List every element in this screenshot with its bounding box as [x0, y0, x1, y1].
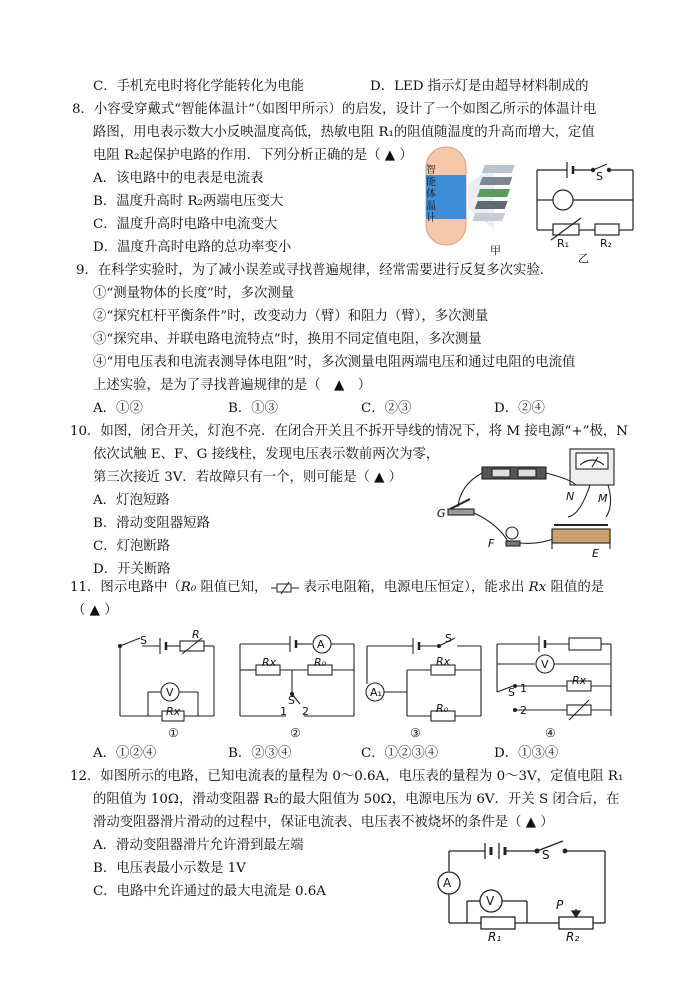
q11-c2-ammeter: A [317, 638, 325, 651]
q10-terminal-e: E [592, 547, 599, 560]
q11-c4-rx: Rx [572, 674, 587, 687]
q12-switch-label: S [542, 848, 550, 862]
q11-stem-part4: 阻值的是 [546, 580, 605, 595]
q10-option-d: D．开关断路 [93, 562, 171, 577]
q11-caption-1: ① [168, 726, 179, 740]
q11-option-a: A．①②④ [93, 746, 157, 761]
q11-stem-part3: 表示电阻箱，电源电压恒定），能求出 [303, 580, 529, 595]
resistor-box-icon [271, 582, 299, 594]
q11-circuit-3 [365, 634, 485, 724]
q12-option-a: A．滑动变阻器滑片允许滑到最左端 [93, 838, 304, 853]
q11-c1-rx: Rx [166, 705, 181, 718]
q8-figure-yi-caption: 乙 [578, 252, 589, 265]
q9-item-4: ④“用电压表和电流表测导体电阻”时，多次测量电阻两端电压和通过电阻的电流值 [93, 355, 576, 370]
q9-option-b: B．①③ [228, 401, 279, 416]
q9-stem: 9．在科学实验时，为了减小误差或寻找普遍规律，经常需要进行反复多次实验． [76, 263, 554, 278]
q10-terminal-f: F [488, 537, 495, 550]
q10-terminal-g: G [437, 507, 446, 520]
q12-r1-label: R₁ [488, 930, 502, 944]
q11-option-b: B．②③④ [228, 746, 292, 761]
q10-option-b: B．滑动变阻器短路 [93, 516, 210, 531]
q9-option-a: A．①② [93, 401, 143, 416]
q11-option-d: D．①③④ [494, 746, 559, 761]
q11-c1-voltmeter: V [166, 686, 174, 699]
q11-c2-rx: Rx [262, 656, 277, 669]
q9-item-1: ①“测量物体的长度”时，多次测量 [93, 286, 295, 301]
q11-stem-part2: 阻值已知， [196, 580, 268, 595]
q9-option-d: D．②④ [494, 401, 545, 416]
q10-option-a: A．灯泡短路 [93, 493, 170, 508]
q8-circuit-yi [533, 160, 643, 260]
q11-stem-line1 [70, 579, 604, 597]
q8-option-b: B．温度升高时 R₂两端电压变大 [93, 194, 284, 209]
q7-option-d: D．LED 指示灯是由超导材料制成的 [370, 79, 589, 94]
q11-caption-4: ④ [545, 726, 556, 740]
q8-option-d: D．温度升高时电路的总功率变小 [93, 240, 292, 255]
q10-probe-m: M [598, 492, 608, 505]
q12-stem-line2: 的阻值为 10Ω，滑动变阻器 R₂的最大阻值为 50Ω，电源电压为 6V．开关 S 闭合后，在 [93, 792, 620, 807]
q8-r2-label: R₂ [600, 237, 613, 250]
q12-slider-label: P [556, 898, 564, 912]
q8-option-a: A．该电路中的电表是电流表 [93, 171, 264, 186]
q11-circuit-4 [495, 634, 615, 724]
q10-stem-line1: 10．如图，闭合开关，灯泡不亮．在闭合开关且不拆开导线的情况下，将 M 接电源“+”极，N [70, 424, 628, 439]
q12-ammeter-label: A [443, 876, 452, 890]
q12-option-b: B．电压表最小示数是 1V [93, 861, 246, 876]
q12-r2-label: R₂ [566, 930, 580, 944]
q10-circuit-figure [440, 445, 630, 565]
q12-circuit-figure [437, 843, 617, 953]
q11-c4-switch: S [508, 686, 515, 699]
q8-option-c: C．温度升高时电路中电流变大 [93, 217, 278, 232]
q9-question: 上述实验，是为了寻找普遍规律的是（ ▲ ） [93, 378, 372, 393]
q10-option-c: C．灯泡断路 [93, 539, 171, 554]
q11-c2-node1: 1 [280, 705, 287, 718]
q8-r1-label: R₁ [557, 237, 570, 250]
q10-stem-line3: 第三次接近 3V．若故障只有一个，则可能是（ ▲ ） [93, 470, 403, 485]
q11-c2-switch: S [288, 694, 295, 707]
q8-stem-line1: 8．小容受穿戴式“智能体温计”（如图甲所示）的启发，设计了一个如图乙所示的体温计电 [72, 102, 597, 117]
q8-patch-label: 智能体温计 [426, 165, 436, 224]
q11-r0-symbol: R₀ [180, 580, 197, 595]
q11-c2-r0: R₀ [314, 656, 327, 669]
q8-stem-line3: 电阻 R₂起保护电路的作用．下列分析正确的是（ ▲ ） [93, 148, 413, 163]
q9-option-c: C．②③ [361, 401, 412, 416]
q11-caption-3: ③ [410, 726, 421, 740]
q11-c3-rx: Rx [436, 655, 451, 668]
q12-stem-line1: 12．如图所示的电路，已知电流表的量程为 0～0.6A，电压表的量程为 0～3V，定值电阻 R₁ [70, 769, 624, 784]
q11-c1-switch: S [140, 634, 147, 647]
q8-figure-jia-caption: 甲 [490, 244, 501, 257]
q11-c3-switch: S [445, 632, 452, 645]
q11-option-c: C．①②③④ [361, 746, 439, 761]
q11-c2-node2: 2 [302, 705, 309, 718]
q11-c4-voltmeter: V [541, 658, 549, 671]
q11-c1-r: R [192, 628, 200, 641]
q12-voltmeter-label: V [486, 894, 495, 908]
q7-option-c: C．手机充电时将化学能转化为电能 [93, 79, 305, 94]
q11-caption-2: ② [290, 726, 301, 740]
q9-item-3: ③“探究串、并联电路电流特点”时，换用不同定值电阻，多次测量 [93, 332, 482, 347]
q11-stem-part1: 11．图示电路中（ [70, 580, 181, 595]
q9-item-2: ②“探究杠杆平衡条件”时，改变动力（臂）和阻力（臂），多次测量 [93, 309, 489, 324]
q11-c4-node2: 2 [520, 704, 527, 717]
q11-circuit-2 [238, 634, 358, 724]
q10-stem-line2: 依次试触 E、F、G 接线柱，发现电压表示数前两次为零， [93, 447, 440, 462]
q12-option-c: C．电路中允许通过的最大电流是 0.6A [93, 884, 326, 899]
q11-c3-r0: R₀ [436, 702, 449, 715]
q8-switch-label: S [596, 170, 603, 183]
q11-rx-symbol: Rx [528, 580, 547, 595]
q12-stem-line3: 滑动变阻器滑片滑动的过程中，保证电流表、电压表不被烧坏的条件是（ ▲ ） [93, 815, 554, 830]
q10-probe-n: N [566, 490, 575, 503]
q11-c3-ammeter: A₁ [370, 686, 382, 699]
q11-c4-node1: 1 [520, 682, 527, 695]
q8-stem-line2: 路图，用电表示数大小反映温度高低，热敏电阻 R₁的阻值随温度的升高而增大，定值 [93, 125, 595, 140]
q11-answer-marker: （ ▲ ） [72, 603, 118, 618]
